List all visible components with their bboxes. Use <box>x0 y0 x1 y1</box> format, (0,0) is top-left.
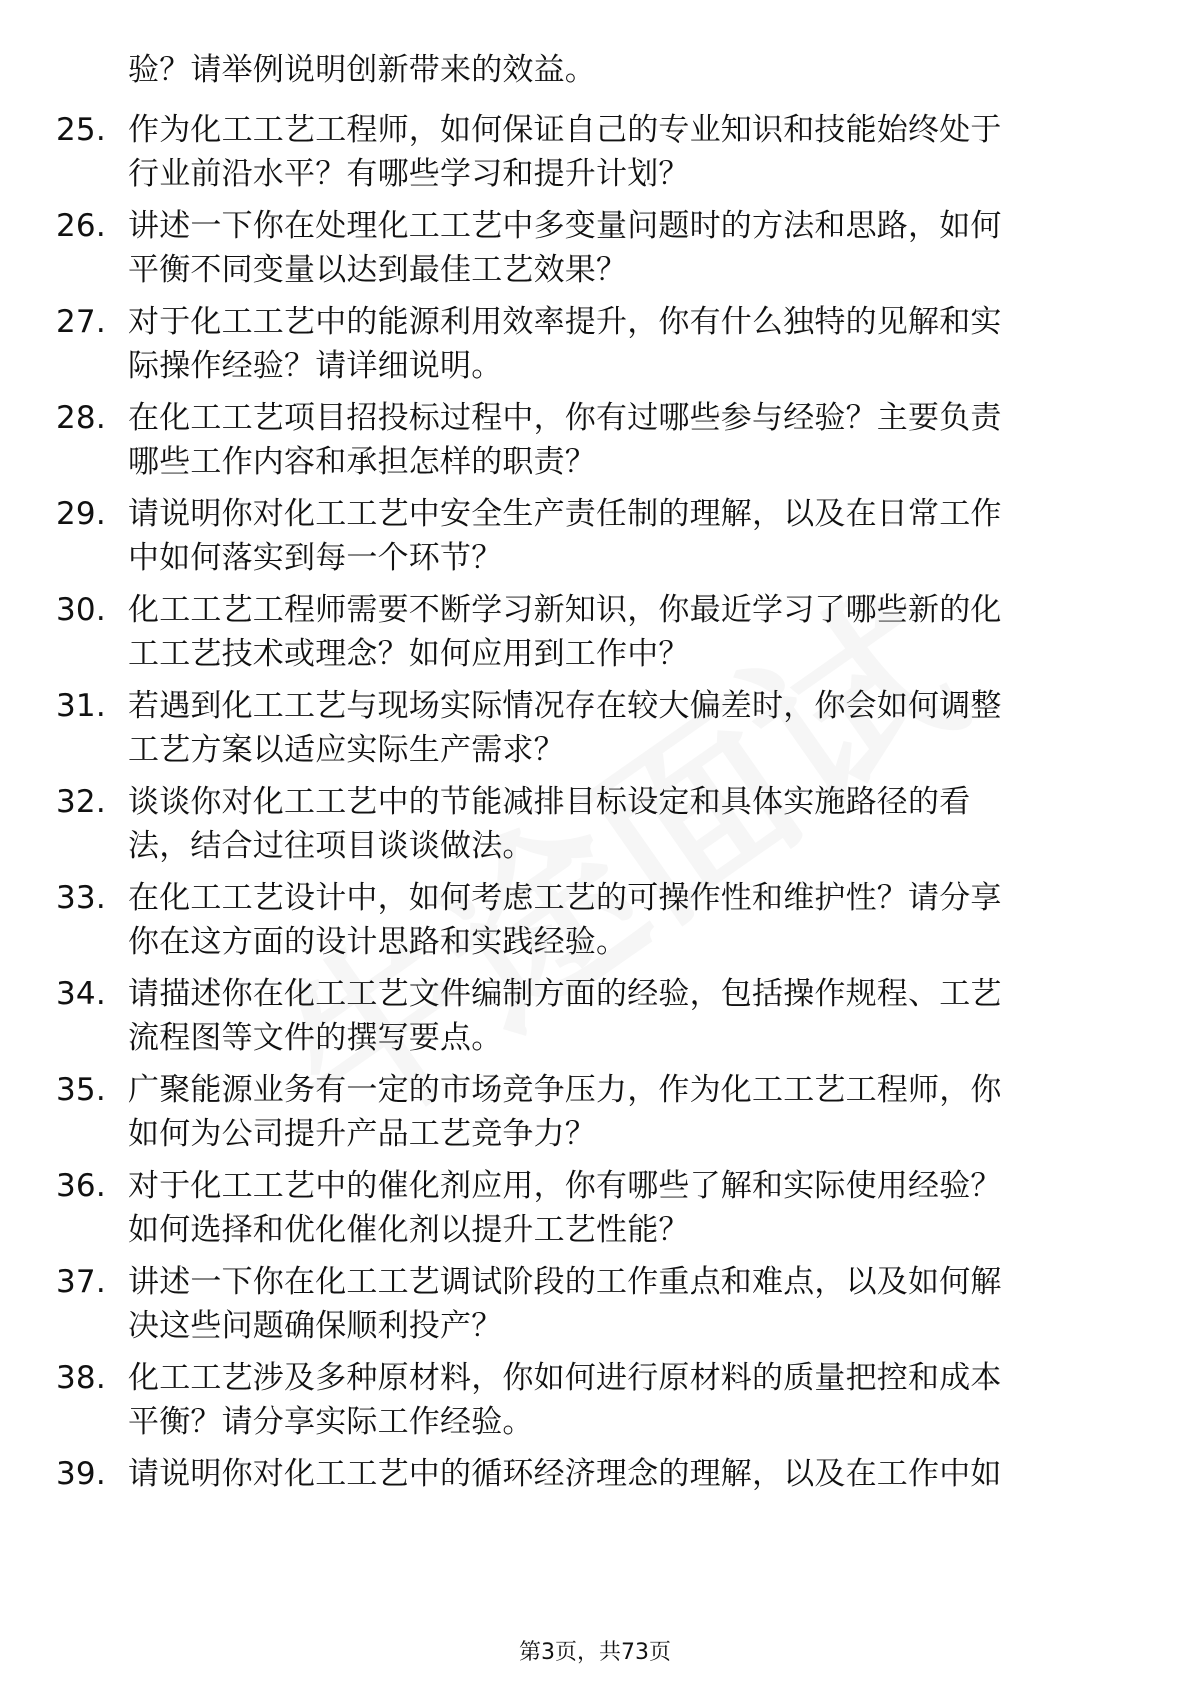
question-number: 38. <box>56 1360 106 1396</box>
continuation-line: 验？请举例说明创新带来的效益。 <box>128 52 596 88</box>
question-line: 对于化工工艺中的催化剂应用，你有哪些了解和实际使用经验？ <box>128 1168 1002 1204</box>
question-26 <box>56 204 1002 292</box>
question-line: 平衡？请分享实际工作经验。 <box>128 1404 534 1440</box>
question-number: 35. <box>56 1072 106 1108</box>
question-line: 决这些问题确保顺利投产？ <box>128 1308 503 1344</box>
question-line: 在化工工艺项目招投标过程中，你有过哪些参与经验？主要负责 <box>128 400 1002 436</box>
question-line: 际操作经验？请详细说明。 <box>128 348 503 384</box>
question-line: 如何为公司提升产品工艺竞争力？ <box>128 1116 596 1152</box>
question-28 <box>56 396 1002 484</box>
question-number: 39. <box>56 1456 106 1492</box>
question-line: 平衡不同变量以达到最佳工艺效果？ <box>128 252 628 288</box>
question-line: 行业前沿水平？有哪些学习和提升计划？ <box>128 156 690 192</box>
question-number: 33. <box>56 880 106 916</box>
question-number: 31. <box>56 688 106 724</box>
question-number: 26. <box>56 208 106 244</box>
question-37 <box>56 1260 1002 1348</box>
question-35 <box>56 1068 1002 1156</box>
question-number: 28. <box>56 400 106 436</box>
question-number: 30. <box>56 592 106 628</box>
question-number: 34. <box>56 976 106 1012</box>
question-30 <box>56 588 1002 676</box>
question-line: 请说明你对化工工艺中的循环经济理念的理解，以及在工作中如 <box>128 1456 1002 1492</box>
question-number: 37. <box>56 1264 106 1300</box>
question-line: 作为化工工艺工程师，如何保证自己的专业知识和技能始终处于 <box>128 112 1002 148</box>
question-32 <box>56 780 971 868</box>
question-29 <box>56 492 1002 580</box>
question-33 <box>56 876 1002 964</box>
question-line: 对于化工工艺中的能源利用效率提升，你有什么独特的见解和实 <box>128 304 1002 340</box>
question-line: 化工工艺涉及多种原材料，你如何进行原材料的质量把控和成本 <box>128 1360 1002 1396</box>
question-31 <box>56 684 1002 772</box>
continuation-text <box>128 48 596 92</box>
question-line: 工工艺技术或理念？如何应用到工作中？ <box>128 636 690 672</box>
question-38 <box>56 1356 1002 1444</box>
question-number: 27. <box>56 304 106 340</box>
question-line: 广聚能源业务有一定的市场竞争压力，作为化工工艺工程师，你 <box>128 1072 1002 1108</box>
question-39 <box>56 1452 1002 1496</box>
question-line: 在化工工艺设计中，如何考虑工艺的可操作性和维护性？请分享 <box>128 880 1002 916</box>
question-number: 25. <box>56 112 106 148</box>
question-number: 32. <box>56 784 106 820</box>
question-36 <box>56 1164 1002 1252</box>
question-line: 你在这方面的设计思路和实践经验。 <box>128 924 628 960</box>
question-line: 若遇到化工工艺与现场实际情况存在较大偏差时，你会如何调整 <box>128 688 1002 724</box>
question-25 <box>56 108 1002 196</box>
question-line: 哪些工作内容和承担怎样的职责？ <box>128 444 596 480</box>
question-line: 谈谈你对化工工艺中的节能减排目标设定和具体实施路径的看 <box>128 784 971 820</box>
question-line: 讲述一下你在处理化工工艺中多变量问题时的方法和思路，如何 <box>128 208 1002 244</box>
question-line: 中如何落实到每一个环节？ <box>128 540 503 576</box>
question-line: 化工工艺工程师需要不断学习新知识，你最近学习了哪些新的化 <box>128 592 1002 628</box>
question-27 <box>56 300 1002 388</box>
question-line: 法，结合过往项目谈谈做法。 <box>128 828 534 864</box>
question-number: 29. <box>56 496 106 532</box>
question-34 <box>56 972 1002 1060</box>
question-line: 请说明你对化工工艺中安全生产责任制的理解，以及在日常工作 <box>128 496 1002 532</box>
question-number: 36. <box>56 1168 106 1204</box>
question-line: 如何选择和优化催化剂以提升工艺性能？ <box>128 1212 690 1248</box>
question-line: 流程图等文件的撰写要点。 <box>128 1020 503 1056</box>
question-line: 工艺方案以适应实际生产需求？ <box>128 732 565 768</box>
question-line: 讲述一下你在化工工艺调试阶段的工作重点和难点，以及如何解 <box>128 1264 1002 1300</box>
page-footer: 第3页，共73页 <box>519 1640 671 1665</box>
question-line: 请描述你在化工工艺文件编制方面的经验，包括操作规程、工艺 <box>128 976 1002 1012</box>
